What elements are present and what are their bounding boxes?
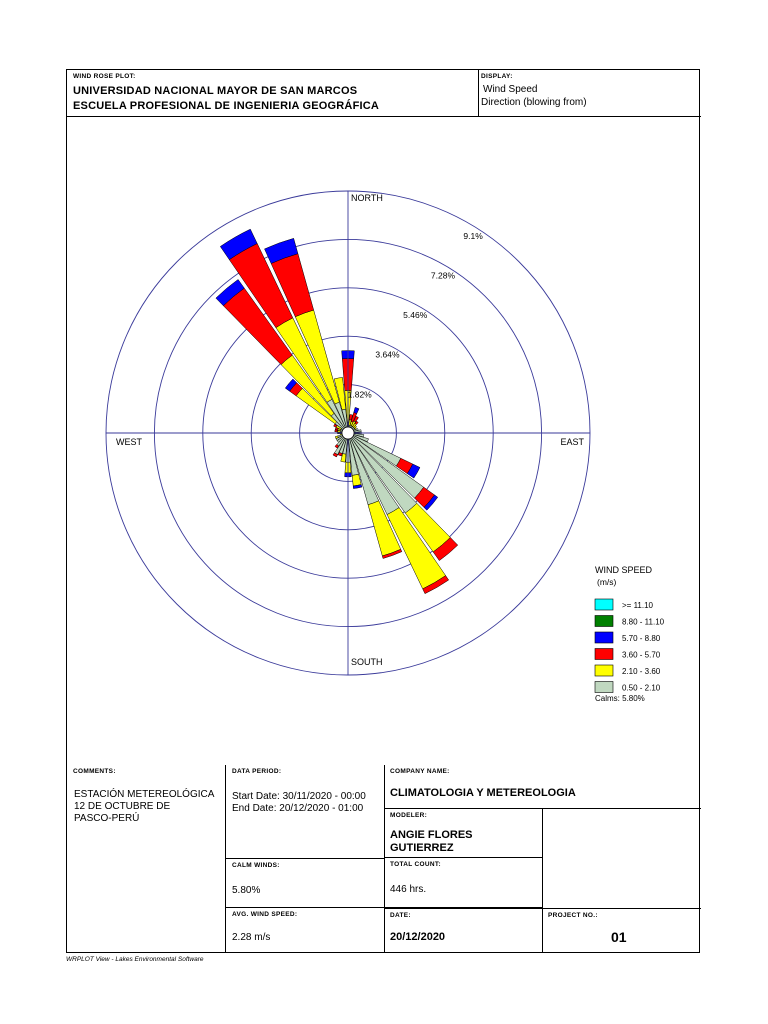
- comments-line-1: ESTACIÓN METEREOLÓGICA: [74, 789, 215, 800]
- calm-center: [342, 427, 354, 439]
- legend-swatch-5: [595, 682, 613, 693]
- company-cell: [385, 765, 701, 809]
- avg-speed-label: AVG. WIND SPEED:: [232, 911, 298, 918]
- calm-winds-label: CALM WINDS:: [232, 862, 280, 869]
- legend-item-0: >= 11.10: [622, 601, 653, 610]
- avg-speed-cell: [226, 908, 385, 953]
- modeler-line-1: ANGIE FLORES: [390, 829, 473, 841]
- compass-east-label: EAST: [560, 437, 584, 447]
- legend-item-2: 5.70 - 8.80: [622, 634, 661, 643]
- compass-south-label: SOUTH: [351, 657, 383, 667]
- comments-line-3: PASCO-PERÚ: [74, 813, 140, 824]
- title-line-1: UNIVERSIDAD NACIONAL MAYOR DE SAN MARCOS: [73, 85, 358, 97]
- legend-item-5: 0.50 - 2.10: [622, 683, 661, 693]
- plot-area: [67, 117, 701, 765]
- comments-cell: [67, 765, 226, 952]
- display-label: DISPLAY:: [481, 73, 513, 80]
- header-display-cell: [479, 70, 701, 117]
- date-cell: [385, 908, 543, 953]
- petal-20-bin-3: [354, 407, 359, 413]
- legend-calms: Calms: 5.80%: [595, 694, 645, 703]
- data-period-label: DATA PERIOD:: [232, 768, 282, 775]
- company-label: COMPANY NAME:: [390, 768, 450, 775]
- legend-swatch-0: [595, 599, 613, 610]
- header-title-cell: [67, 70, 479, 117]
- legend-item-1: 8.80 - 11.10: [622, 617, 665, 627]
- total-count-cell: [385, 858, 543, 908]
- ring-label-4: 7.28%: [430, 270, 456, 281]
- ring-label-1: 1.82%: [347, 389, 372, 400]
- ring-label-5: 9.1%: [463, 230, 483, 241]
- total-count-value: 446 hrs.: [390, 884, 427, 895]
- display-line-1: Wind Speed: [483, 84, 538, 95]
- legend-swatch-2: [595, 632, 613, 643]
- end-date: End Date: 20/12/2020 - 01:00: [232, 803, 364, 814]
- legend-units: (m/s): [597, 577, 617, 587]
- compass-north-label: NORTH: [351, 193, 383, 203]
- date-label: DATE:: [390, 912, 411, 919]
- date-value: 20/12/2020: [390, 931, 446, 943]
- legend-item-3: 3.60 - 5.70: [622, 650, 661, 660]
- legend-item-4: 2.10 - 3.60: [622, 667, 661, 676]
- company-name: CLIMATOLOGIA Y METEREOLOGIA: [390, 787, 576, 799]
- ring-label-3: 5.46%: [403, 310, 428, 321]
- title-line-2: ESCUELA PROFESIONAL DE INGENIERIA GEOGRÁFICA: [73, 100, 380, 112]
- compass-west-label: WEST: [116, 437, 142, 447]
- comments-line-2: 12 DE OCTUBRE DE: [74, 801, 171, 812]
- report-frame: [66, 69, 700, 953]
- comments-label: COMMENTS:: [73, 768, 116, 775]
- modeler-label: MODELER:: [390, 812, 428, 819]
- footer-credit: WRPLOT View - Lakes Environmental Software: [66, 956, 204, 963]
- total-count-label: TOTAL COUNT:: [390, 861, 441, 868]
- legend-swatch-4: [595, 665, 613, 676]
- modeler-line-2: GUTIERREZ: [390, 842, 454, 854]
- ring-label-2: 3.64%: [375, 349, 400, 360]
- project-value: 01: [611, 929, 627, 945]
- avg-speed-value: 2.28 m/s: [232, 932, 271, 943]
- legend-swatch-3: [595, 649, 613, 660]
- project-cell: [543, 908, 701, 953]
- data-period-cell: [226, 765, 385, 858]
- display-line-2: Direction (blowing from): [481, 97, 587, 108]
- start-date: Start Date: 30/11/2020 - 00:00: [232, 791, 366, 802]
- wind-rose-chart: [67, 117, 699, 763]
- legend-title: WIND SPEED: [595, 565, 653, 575]
- calm-winds-cell: [226, 858, 385, 908]
- project-label: PROJECT NO.:: [548, 912, 598, 919]
- calm-winds-value: 5.80%: [232, 885, 261, 896]
- legend-swatch-1: [595, 616, 613, 627]
- plot-label: WIND ROSE PLOT:: [73, 73, 136, 80]
- modeler-cell: [385, 809, 543, 858]
